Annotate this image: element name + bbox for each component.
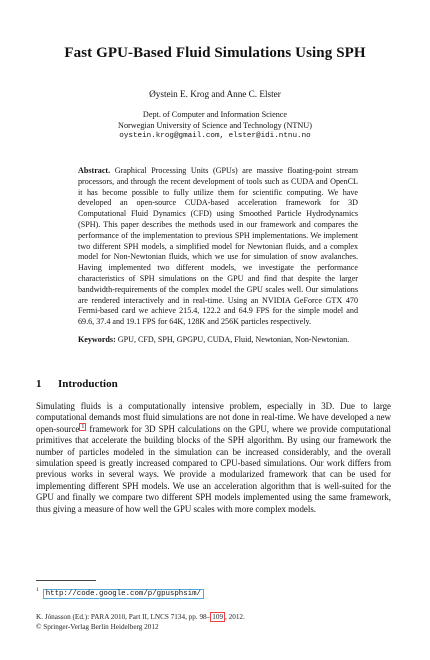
citation-year: , 2012.	[225, 613, 245, 621]
citation-line1	[36, 613, 245, 623]
footnote-divider	[36, 580, 96, 581]
affiliation	[0, 110, 430, 142]
keywords	[78, 335, 358, 346]
footnote	[36, 585, 204, 599]
intro-text-part1: Simulating fluids is a computationally intensive problem, especially in 3D. Due to large computational demands most fluid simulations are not done in real-time. We have developed a new open-source	[36, 401, 391, 434]
citation-page-link[interactable]: 109	[212, 613, 224, 621]
affiliation-department: Dept. of Computer and Information Science	[142, 110, 288, 119]
copyright-line: © Springer-Verlag Berlin Heidelberg 2012	[36, 622, 159, 631]
author-emails: oystein.krog@gmail.com, elster@idi.ntnu.no	[119, 132, 311, 140]
paper-authors: Øystein E. Krog and Anne C. Elster	[149, 89, 281, 99]
keywords-label: Keywords:	[78, 335, 116, 344]
affiliation-university: Norwegian University of Science and Technology (NTNU)	[118, 120, 312, 130]
section-heading	[36, 378, 118, 390]
citation-footer	[36, 613, 245, 632]
keywords-text: GPU, CFD, SPH, GPGPU, CUDA, Fluid, Newtonian, Non-Newtonian.	[117, 335, 350, 344]
abstract	[78, 166, 358, 328]
section-number: 1	[36, 378, 42, 390]
abstract-text: Graphical Processing Units (GPUs) are massive floating-point stream processors, and through the recent development of tools such as CUDA and OpenCL it has become possible to fully utilize them for scientific computing. We have developed an open-source CUDA-based acceleration framework for 3D Computational Fluid Dynamics (CFD) using Smoothed Particle Hydrodynamics (SPH). This paper describes the methods used in our framework and compares the performance of the implementation to previous SPH implementations. We implement two different SPH models, a simplified model for Newtonian fluids, and a complex model for Non-Newtonian fluids, which we use for simulation of snow avalanches. Having implemented two different models, we investigate the performance characteristics of SPH simulations on the GPU and find that despite the larger bandwidth-requirements of the complex model the GPU scales well. Our simulations are rendered interactively and in real-time. Using an NVIDIA GeForce GTX 470 Fermi-based card we achieve 215.4, 122.2 and 64.9 FPS for the simple model and 69.6, 37.4 and 19.1 FPS for 64K, 128K and 256K particles respectively.	[78, 166, 359, 327]
intro-paragraph	[36, 401, 391, 515]
footnote-reference-link[interactable]: 1	[81, 423, 85, 430]
section-title: Introduction	[58, 378, 118, 390]
intro-text-part2: framework for 3D SPH calculations on the GPU, where we provide computational primitives that accelerate the building blocks of the SPH algorithm. By using our framework the number of particles modeled in the simulation can be increased considerably, and the overall simulation speed is greatly increased compared to CPU-based simulations. Our work differs from previous works in several ways. We provide a modularized framework that can be used for implementing different SPH models. We use an acceleration algorithm that is well-suited for the GPU and finally we compare two different SPH models implemented using the same framework, thus giving a measure of how well the GPU scales with more complex models.	[36, 423, 392, 514]
citation-text: K. Jónasson (Ed.): PARA 2010, Part II, LNCS 7134, pp. 98–	[36, 613, 211, 621]
footnote-url-link[interactable]: http://code.google.com/p/gpusphsim/	[43, 589, 204, 599]
abstract-label: Abstract.	[78, 166, 111, 175]
paper-title: Fast GPU-Based Fluid Simulations Using SPH	[64, 45, 366, 61]
footnote-mark: 1	[36, 587, 39, 593]
